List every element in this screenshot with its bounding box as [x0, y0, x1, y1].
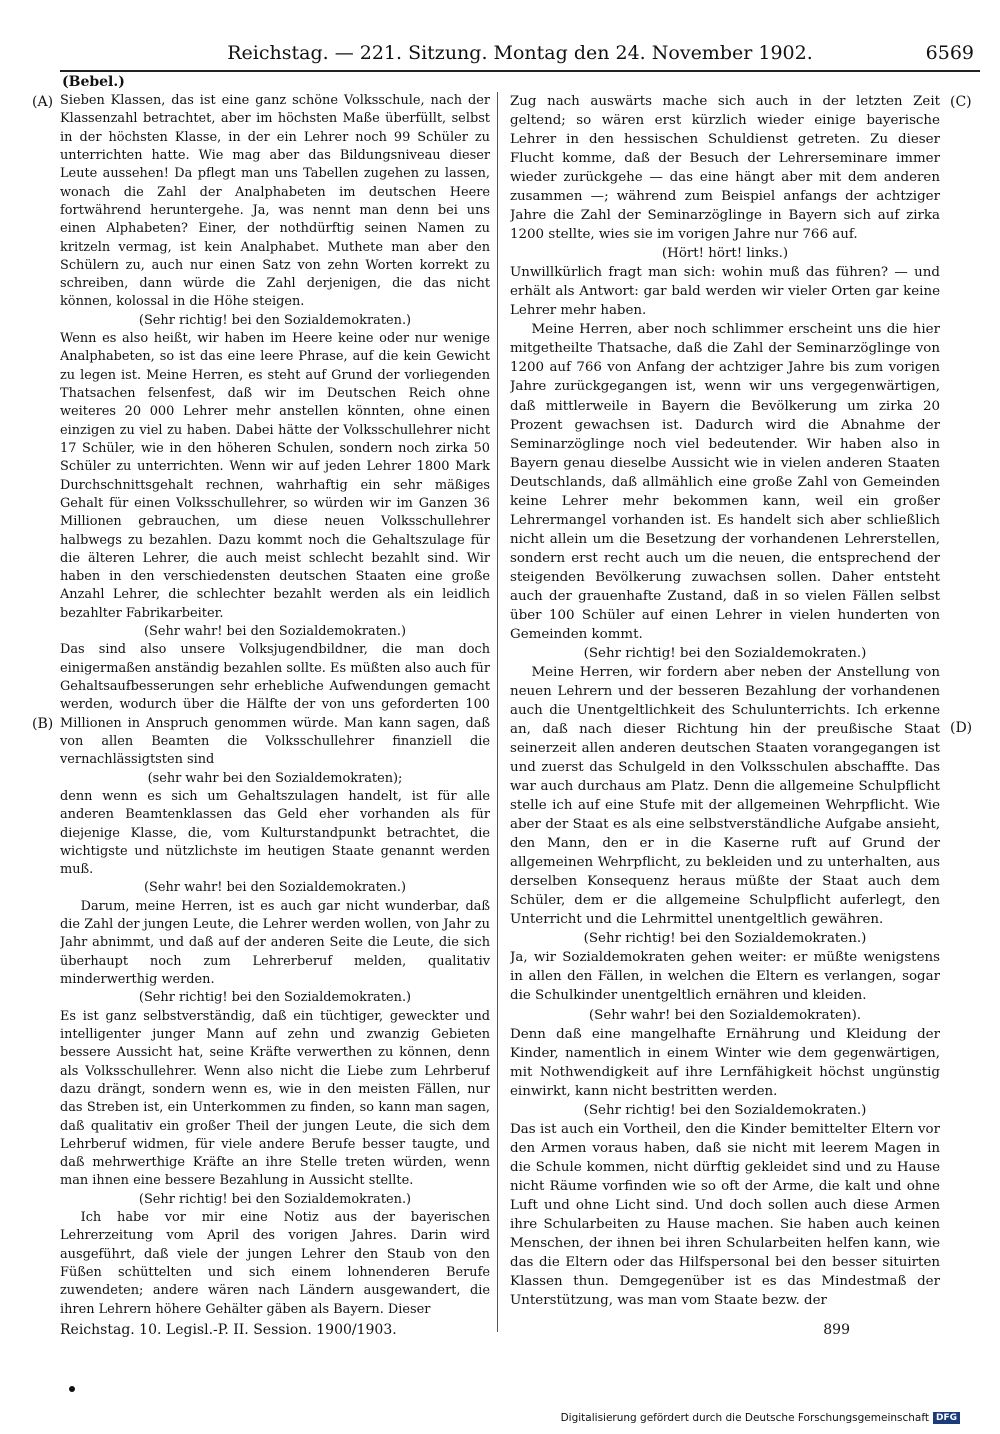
- footer-sheet-number: 899: [823, 1322, 850, 1338]
- right-paragraph: Ja, wir Sozialdemokraten gehen weiter: er müßte wenigstens in allen den Fällen, in welchen die Eltern es verlangen, sogar die Schulkinder unentgeltlich ernähren und kleiden.: [510, 950, 940, 1004]
- left-paragraph: Darum, meine Herren, ist es auch gar nicht wunderbar, daß die Zahl der jungen Leute, die Lehrer werden wollen, von Jahr zu Jahr abnimmt, und daß auf der anderen Seite die Leute, die sich überhaupt noch zum Lehrerberuf melden, qualitativ minderwerthig werden.: [60, 898, 490, 987]
- credit-text: Digitalisierung gefördert durch die Deutsche Forschungsgemeinschaft: [560, 1412, 929, 1424]
- page-header: [60, 40, 980, 72]
- right-interjection: (Sehr richtig! bei den Sozialdemokraten.): [583, 1102, 867, 1118]
- left-interjection: (Sehr richtig! bei den Sozialdemokraten.): [138, 990, 412, 1006]
- left-interjection: (Sehr wahr! bei den Sozialdemokraten.): [144, 880, 406, 896]
- bullet-dot: [69, 1386, 75, 1392]
- left-column: [60, 92, 490, 1322]
- right-paragraph: Zug nach auswärts mache sich auch in der letzten Zeit geltend; so wären erst kürzlich wieder einige bayerische Lehrer in den hessischen Schuldienst getreten. Zu dieser Flucht komme, daß der Besuch der Lehrerseminare immer wieder zurückgehe — das eine hängt aber mit dem anderen zusammen —; während zum Beispiel anfangs der achtziger Jahre die Zahl der Seminarzöglinge in Bayern sich auf zirka 1200 stellte, wies sie im vorigen Jahre nur 766 auf.: [510, 94, 940, 243]
- margin-marker-a: (A): [32, 94, 54, 110]
- footer-session-info: Reichstag. 10. Legisl.-P. II. Session. 1900/1903.: [60, 1322, 397, 1338]
- left-paragraph: Sieben Klassen, das ist eine ganz schöne Volksschule, nach der Klassenzahl betrachtet, aber im höchsten Maße überfüllt, selbst in der höchsten Klasse, in der ein Lehrer noch 99 Schüler zu unterrichten hatte. Wie mag aber das Bildungsniveau dieser Leute aussehen! Da pflegt man uns Tabellen zugehen zu lassen, wonach die Zahl der Analphabeten im deutschen Heere fortwährend heruntergehe. Ja, was nennt man denn bei uns einen Alphabeten? Einer, der nothdürftig seinen Namen zu kritzeln vermag, ist kein Analphabet. Muthete man aber den Schülern zu, auch nur einen Satz von zehn Worten korrekt zu schreiben, dann würde die Zahl derjenigen, die das nicht können, kolossal in die Höhe steigen.: [60, 93, 490, 310]
- digitization-credit: [561, 1412, 960, 1424]
- dfg-logo: DFG: [933, 1412, 960, 1424]
- left-paragraph: Das sind also unsere Volksjugendbildner, die man doch einigermaßen anständig bezahlen sollte. Es müßten also auch für Gehaltsaufbesserungen sehr erhebliche Aufwendungen gemacht werden, wodurch über die Hälfte der von uns geforderten 100 Millionen in Anspruch genommen würde. Man kann sagen, daß von allen Beamten die Volksschullehrer finanziell die vernachlässigtsten sind: [60, 642, 490, 768]
- speaker-name: (Bebel.): [62, 74, 125, 90]
- left-interjection: (Sehr wahr! bei den Sozialdemokraten.): [144, 624, 406, 640]
- page-number: 6569: [925, 42, 974, 64]
- right-paragraph: Meine Herren, aber noch schlimmer erscheint uns die hier mitgetheilte Thatsache, daß die Zahl der Seminarzöglinge von 1200 auf 766 von Anfang der achtziger Jahre bis zum vorigen Jahre zurückgegangen ist, wenn wir uns vergegenwärtigen, daß mittlerweile in Bayern die Bevölkerung um zirka 20 Prozent gewachsen ist. Dadurch wird die Abnahme der Seminarzöglinge noch viel bedeutender. Wir haben also in Bayern genau dieselbe Aussicht wie in vielen anderen Staaten Deutschlands, daß allmählich eine große Zahl von Gemeinden keine Lehrer mehr bekommen kann, weil ein großer Lehrermangel vorhanden ist. Es handelt sich aber schließlich nicht allein um die Besetzung der vorhandenen Lehrerstellen, sondern erst recht auch um die neuen, die entsprechend der steigenden Bevölkerung zuwachsen sollen. Daher entsteht auch der grauenhafte Zustand, daß in so vielen Fällen selbst über 100 Schüler auf einen Lehrer in vielen hunderten von Gemeinden kommt.: [510, 322, 940, 642]
- right-column: [510, 92, 940, 1354]
- left-interjection: (Sehr richtig! bei den Sozialdemokraten.): [138, 1191, 412, 1207]
- left-paragraph: Es ist ganz selbstverständig, daß ein tüchtiger, geweckter und intelligenter junger Mann auf zehn und zwanzig Gebieten bessere Aussicht hat, seine Kräfte verwerthen zu können, denn als Volksschullehrer. Wenn also nicht die Liebe zum Lehrberuf dazu drängt, sondern wenn es, wie in den meisten Fällen, nur das Streben ist, ein Unterkommen zu finden, so kann man sagen, daß qualitativ ein großer Theil der jungen Leute, die sich dem Lehrberuf widmen, für viele andere Berufe besser taugte, und daß mehrwerthige Kräfte an ihre Stelle treten würden, wenn man ihnen eine bessere Bezahlung in Aussicht stellte.: [60, 1008, 490, 1189]
- margin-marker-b: (B): [32, 716, 54, 732]
- column-divider: [497, 92, 498, 1332]
- left-paragraph: Ich habe vor mir eine Notiz aus der bayerischen Lehrerzeitung vom April des vorigen Jahres. Darin wird ausgeführt, daß viele der jungen Lehrer den Staub von den Füßen schüttelten und sich einem lohnenderen Berufe zuwendeten; andere wären nach Ländern ausgewandert, die ihren Lehrern höhere Gehälter gäben als Bayern. Dieser: [60, 1210, 490, 1317]
- right-paragraph: Meine Herren, wir fordern aber neben der Anstellung von neuen Lehrern und der besseren Bezahlung der vorhandenen auch die Unentgeltlichkeit des Schulunterrichts. Ich erkenne an, daß nach dieser Richtung hin der preußische Staat seinerzeit allen anderen deutschen Staaten vorangegangen ist und zuerst das Schulgeld in den Volksschulen abschaffte. Das war auch durchaus am Platz. Denn die allgemeine Schulpflicht stelle ich auf eine Stufe mit der allgemeinen Wehrpflicht. Wie aber der Staat es als eine selbstverständliche Aufgabe ansieht, den Mann, den er in die Kaserne ruft auf Grund der allgemeinen Wehrpflicht, zu bekleiden und zu unterhalten, aus derselben Konsequenz heraus müßte der Staat auch dem Schüler, dem er die allgemeine Schulpflicht auferlegt, den Unterricht und die Lehrmittel unentgeltlich gewähren.: [510, 664, 940, 928]
- right-paragraph: Unwillkürlich fragt man sich: wohin muß das führen? — und erhält als Antwort: gar bald werden wir vieler Orten gar keine Lehrer mehr haben.: [510, 265, 940, 319]
- right-interjection: (Sehr richtig! bei den Sozialdemokraten.): [583, 645, 867, 661]
- right-interjection: (Sehr richtig! bei den Sozialdemokraten.): [583, 931, 867, 947]
- running-title: Reichstag. — 221. Sitzung. Montag den 24. November 1902.: [227, 42, 813, 64]
- right-interjection: (Hört! hört! links.): [661, 246, 789, 262]
- left-paragraph: Wenn es also heißt, wir haben im Heere keine oder nur wenige Analphabeten, so ist das eine leere Phrase, auf die kein Gewicht zu legen ist. Meine Herren, es steht auf Grund der vorliegenden Thatsachen felsenfest, daß wir im Deutschen Reich ohne weiteres 20 000 Lehrer mehr anstellen könnten, ohne einen einzigen zu viel zu haben. Dabei hätte der Volksschullehrer nicht 17 Schüler, wie in den höheren Schulen, sondern noch zirka 50 Schüler zu unterrichten. Wenn wir auf jeden Lehrer 1800 Mark Durchschnittsgehalt rechnen, wahrhaftig ein sehr mäßiges Gehalt für einen Volksschullehrer, so würden wir im Ganzen 36 Millionen gebrauchen, um diese neuen Volksschullehrer halbwegs zu bezahlen. Dazu kommt noch die Gehaltszulage für die älteren Lehrer, die auch meist schlecht bezahlt sind. Wir haben in den verschiedensten deutschen Staaten eine große Anzahl Lehrer, die schlechter bezahlt werden als ein leidlich bezahlter Fabrikarbeiter.: [60, 331, 490, 621]
- margin-marker-d: (D): [950, 720, 973, 736]
- left-interjection: (sehr wahr bei den Sozialdemokraten);: [147, 770, 403, 786]
- right-interjection: (Sehr wahr! bei den Sozialdemokraten).: [588, 1007, 862, 1023]
- right-paragraph: Das ist auch ein Vortheil, den die Kinder bemittelter Eltern vor den Armen voraus haben, daß sie nicht mit leerem Magen in die Schule kommen, nicht dürftig gekleidet sind und zu Hause nicht Räume vorfinden wie so oft der Arme, die kalt und ohne Luft und ohne Licht sind. Und doch sollen auch diese Armen ihre Schularbeiten zu Hause machen. Sie haben auch keinen Menschen, der ihnen bei ihren Schularbeiten helfen kann, wie das die Eltern oder das Hilfspersonal bei den besser situirten Klassen thun. Demgegenüber ist es das Mindestmaß der Unterstützung, was man vom Staate bezw. der: [510, 1121, 940, 1308]
- right-paragraph: Denn daß eine mangelhafte Ernährung und Kleidung der Kinder, namentlich in einem Winter wie dem gegenwärtigen, mit Nothwendigkeit auf ihre Lernfähigkeit höchst ungünstig einwirkt, kann nicht bestritten werden.: [510, 1026, 940, 1099]
- margin-marker-c: (C): [950, 94, 972, 110]
- left-interjection: (Sehr richtig! bei den Sozialdemokraten.): [138, 312, 412, 328]
- left-paragraph: denn wenn es sich um Gehaltszulagen handelt, ist für alle anderen Beamtenklassen das Geld eher vorhanden als für diejenige Klasse, die, vom Kulturstandpunkt betrachtet, die wichtigste und nützlichste im heutigen Staate genannt werden muß.: [60, 788, 490, 878]
